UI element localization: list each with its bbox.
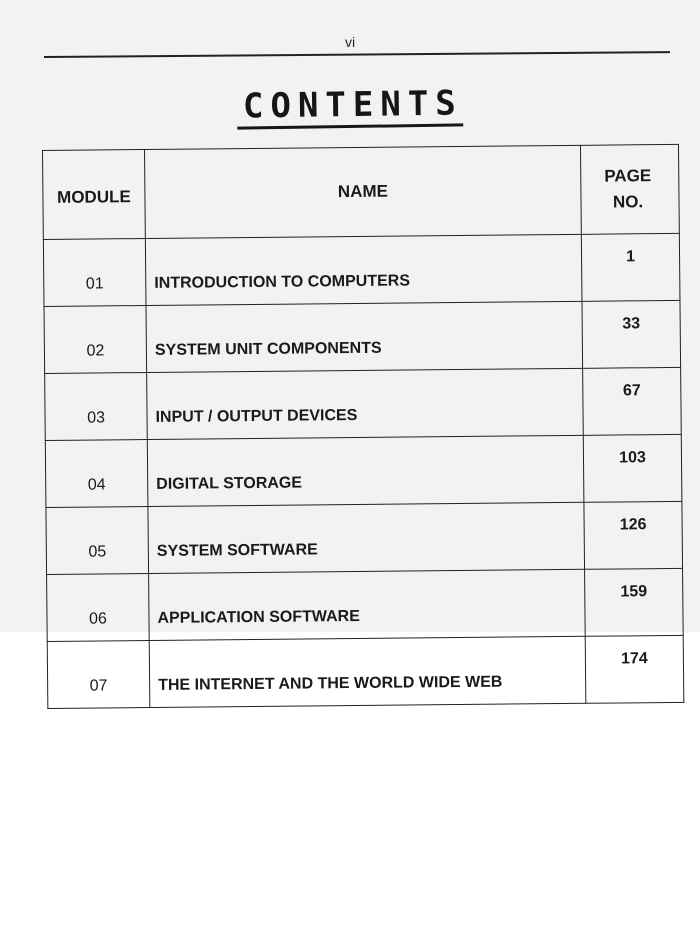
contents-table: [42, 144, 684, 709]
module-number: 04: [45, 440, 148, 508]
page-number-cell: 159: [585, 568, 684, 636]
page-number-cell: 174: [585, 635, 684, 703]
table-row: [45, 434, 682, 507]
module-name: SYSTEM UNIT COMPONENTS: [146, 301, 583, 372]
module-name: SYSTEM SOFTWARE: [148, 502, 585, 573]
module-column-header: MODULE: [43, 150, 146, 240]
name-column-header: NAME: [145, 145, 582, 238]
page-column-header: PAGE NO.: [580, 144, 679, 234]
table-row: [47, 635, 684, 708]
module-name: APPLICATION SOFTWARE: [149, 569, 586, 640]
module-number: 06: [47, 573, 150, 641]
contents-title: CONTENTS: [237, 84, 463, 129]
module-name: INPUT / OUTPUT DEVICES: [147, 368, 584, 439]
module-name: DIGITAL STORAGE: [147, 435, 584, 506]
module-number: 01: [43, 239, 146, 307]
page-number-cell: 67: [583, 367, 682, 435]
table-row: [45, 367, 682, 440]
table-row: [47, 568, 684, 641]
page-number-cell: 1: [581, 233, 680, 301]
module-number: 03: [45, 373, 148, 441]
module-name: THE INTERNET AND THE WORLD WIDE WEB: [149, 636, 586, 707]
table-row: [44, 300, 681, 373]
module-number: 07: [47, 640, 150, 708]
table-row: [43, 233, 680, 306]
table-header-row: [43, 144, 680, 239]
page-number-cell: 33: [582, 300, 681, 368]
page-number-cell: 126: [584, 501, 683, 569]
page-number: vi: [344, 34, 356, 50]
page-number-cell: 103: [583, 434, 682, 502]
table-row: [46, 501, 683, 574]
module-number: 02: [44, 306, 147, 374]
module-number: 05: [46, 506, 149, 574]
module-name: INTRODUCTION TO COMPUTERS: [145, 234, 582, 305]
contents-title-wrapper: [0, 83, 700, 128]
